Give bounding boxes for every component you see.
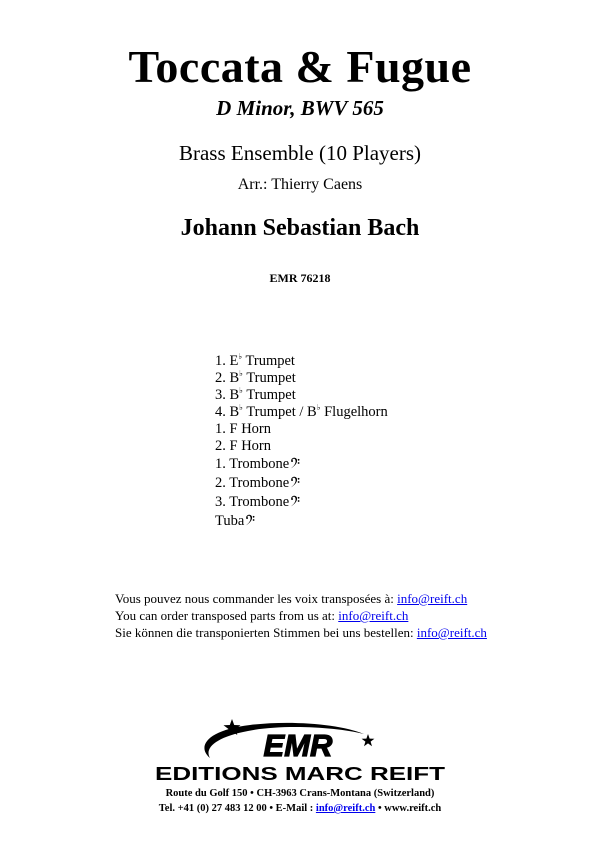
order-note-fr: Vous pouvez nous commander les voix transposées à: info@reift.ch [115, 591, 468, 606]
instrument-item: 1. F Horn [215, 421, 272, 438]
instrument-item: Tuba [215, 513, 388, 532]
instrument-item: 3. B♭ Trumpet [215, 386, 296, 404]
instrument-item: 2. B♭ Trumpet [215, 369, 296, 387]
publisher-address: Route du Golf 150 • CH-3963 Crans-Montana (Switzerland) [165, 788, 435, 799]
instrument-item: 1. Trombone [215, 456, 388, 475]
publisher-contact: Tel. +41 (0) 27 483 12 00 • E-Mail : info@reift.ch • www.reift.ch [158, 803, 442, 814]
bass-clef-icon [290, 476, 300, 494]
publisher-name: EDITIONS MARC REIFT [155, 764, 446, 784]
order-note-en: You can order transposed parts from us at: info@reift.ch [115, 608, 409, 623]
composer-name: Johann Sebastian Bach [180, 215, 420, 241]
catalog-number: EMR 76218 [269, 271, 331, 285]
email-link[interactable]: info@reift.ch [338, 608, 409, 623]
emr-logo [150, 712, 450, 784]
bass-clef-icon [290, 495, 300, 513]
email-link[interactable]: info@reift.ch [397, 591, 468, 606]
email-link[interactable]: info@reift.ch [315, 803, 376, 814]
instrument-item: 2. Trombone [215, 475, 388, 494]
order-notes [115, 590, 487, 641]
bass-clef-icon [290, 457, 300, 475]
instrument-item: 4. B♭ Trumpet / B♭ Flugelhorn [215, 403, 388, 421]
email-link[interactable]: info@reift.ch [416, 625, 487, 640]
order-note-de: Sie können die transponierten Stimmen bei uns bestellen: info@reift.ch [115, 625, 487, 640]
subtitle: D Minor, BWV 565 [216, 96, 384, 120]
bass-clef-icon [245, 514, 255, 532]
instrument-item: 2. F Horn [215, 438, 272, 455]
ensemble-label: Brass Ensemble (10 Players) [178, 141, 422, 165]
instrument-list [215, 353, 388, 532]
instrument-item: 3. Trombone [215, 494, 388, 513]
star-icon [362, 734, 375, 746]
title: Toccata & Fugue [128, 41, 472, 92]
publisher-footer [0, 786, 600, 816]
instrument-item: 1. E♭ Trumpet [215, 352, 295, 369]
arranger-label: Arr.: Thierry Caens [237, 176, 363, 193]
logo-initials: EMR [263, 728, 333, 763]
